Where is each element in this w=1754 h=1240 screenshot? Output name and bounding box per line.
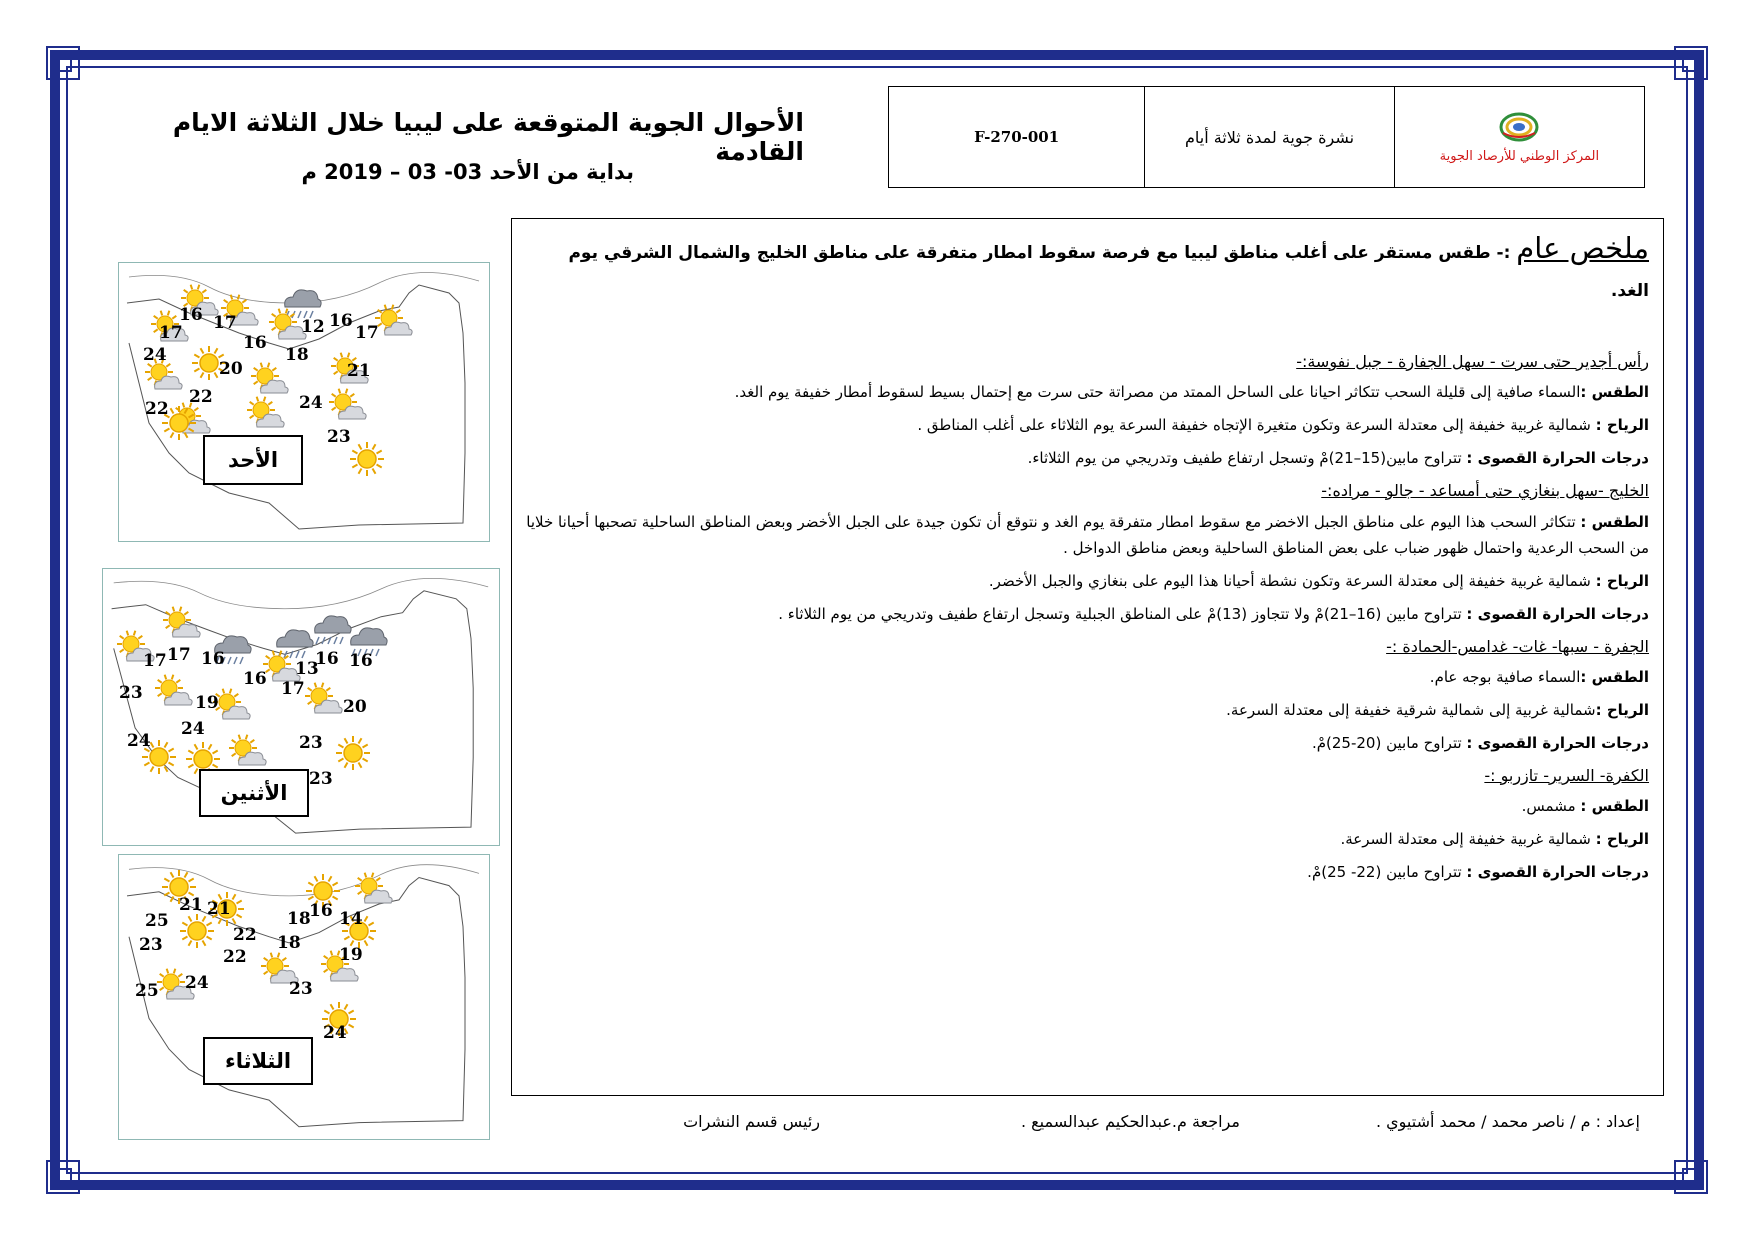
temperature-value: 22 xyxy=(223,947,247,967)
region-heading: رأس أجدير حتى سرت - سهل الجفارة - جبل نفوسة:- xyxy=(1296,352,1649,371)
temperature-value: 18 xyxy=(287,909,311,929)
temp-line xyxy=(526,727,1649,760)
temperature-value: 24 xyxy=(185,973,209,993)
temperature-value: 24 xyxy=(127,731,151,751)
organization-cell xyxy=(1394,87,1644,187)
temperature-value: 23 xyxy=(119,683,143,703)
weather-text: تتكاثر السحب هذا اليوم على مناطق الجبل الاخضر مع سقوط امطار متفرقة يوم الغد و نتوقع أن تكون جيدة على الجبل الأخضر وبعض المناطق الساحلية تصحبها أحيانا خلايا من السحب الرعدية واحتمال ظهور ضباب على بعض المناطق الساحلية وبعض مناطق الدواخل . xyxy=(526,513,1649,557)
temperature-value: 22 xyxy=(145,399,169,419)
weather-label: الطقس : xyxy=(1580,383,1649,401)
wind-text: شمالية غربية إلى شمالية شرقية خفيفة إلى معتدلة السرعة. xyxy=(1226,701,1596,719)
wind-line xyxy=(526,565,1649,598)
general-summary xyxy=(526,229,1649,310)
day-label: الثلاثاء xyxy=(203,1037,313,1085)
temperature-value: 21 xyxy=(347,361,371,381)
temp-label: درجات الحرارة القصوى : xyxy=(1466,605,1649,623)
weather-text: مشمس. xyxy=(1521,797,1581,815)
temp-label: درجات الحرارة القصوى : xyxy=(1466,863,1649,881)
wind-text: شمالية غربية خفيفة إلى معتدلة السرعة وتكون متغيرة الإتجاه خفيفة السرعة يوم الثلاثاء على أغلب المناطق . xyxy=(917,416,1596,434)
temperature-value: 16 xyxy=(309,901,333,921)
temp-text: تتراوح مابين (20-25)مْ. xyxy=(1311,734,1467,752)
weather-text: السماء صافية إلى قليلة السحب تتكاثر احيانا على الساحل الممتد من مصراتة حتى سرت مع إحتمال بسيط لسقوط أمطار خفيفة يوم الغد. xyxy=(734,383,1581,401)
temperature-value: 21 xyxy=(179,895,203,915)
organization-name: المركز الوطني للأرصاد الجوية xyxy=(1439,148,1600,164)
temperature-value: 17 xyxy=(159,323,183,343)
temperature-value: 19 xyxy=(195,693,219,713)
temperature-value: 17 xyxy=(355,323,379,343)
page-title: الأحوال الجوية المتوقعة على ليبيا خلال الثلاثة الايام القادمة xyxy=(172,108,804,166)
temperature-value: 17 xyxy=(167,645,191,665)
form-code: F-270-001 xyxy=(974,128,1060,146)
department-head: رئيس قسم النشرات xyxy=(683,1112,820,1131)
temperature-value: 16 xyxy=(243,669,267,689)
weather-text: السماء صافية بوجه عام. xyxy=(1429,668,1581,686)
temperature-value: 24 xyxy=(181,719,205,739)
summary-label: ملخص عام xyxy=(1516,231,1649,265)
wind-label: الرياح : xyxy=(1595,830,1649,848)
temp-line xyxy=(526,598,1649,631)
forecast-map-sunday xyxy=(118,262,490,542)
weather-line xyxy=(526,376,1649,409)
region-heading: الجفرة - سبها- غات- غدامس-الحمادة :- xyxy=(1386,637,1649,656)
temperature-value: 18 xyxy=(285,345,309,365)
temperature-value: 16 xyxy=(243,333,267,353)
temperature-value: 16 xyxy=(315,649,339,669)
region-heading: الخليج -سهل بنغازي حتى أمساعد - جالو - مراده:- xyxy=(1321,481,1649,500)
temperature-value: 22 xyxy=(233,925,257,945)
reviewed-by: مراجعة م.عبدالحكيم عبدالسميع . xyxy=(1020,1112,1240,1131)
temperature-value: 24 xyxy=(323,1023,347,1043)
temperature-value: 23 xyxy=(327,427,351,447)
temperature-value: 17 xyxy=(213,313,237,333)
temperature-value: 23 xyxy=(289,979,313,999)
temp-text: تتراوح مابين (22- 25)مْ. xyxy=(1307,863,1467,881)
weather-line xyxy=(526,661,1649,694)
forecast-map-monday xyxy=(102,568,500,846)
temperature-value: 23 xyxy=(309,769,333,789)
temp-label: درجات الحرارة القصوى : xyxy=(1466,734,1649,752)
temperature-value: 17 xyxy=(143,651,167,671)
temperature-value: 20 xyxy=(219,359,243,379)
temp-text: تتراوح مابين(15–21)مْ وتسجل ارتفاع طفيف وتدريجي من يوم الثلاثاء. xyxy=(1027,449,1467,467)
wind-line xyxy=(526,823,1649,856)
temperature-value: 23 xyxy=(139,935,163,955)
temperature-value: 20 xyxy=(343,697,367,717)
corner-ornament xyxy=(1674,1160,1708,1194)
corner-ornament xyxy=(46,46,80,80)
wind-text: شمالية غربية خفيفة إلى معتدلة السرعة. xyxy=(1340,830,1596,848)
weather-label: الطقس : xyxy=(1580,513,1649,531)
weather-line xyxy=(526,509,1649,561)
temperature-value: 13 xyxy=(295,659,319,679)
publication-name: نشرة جوية لمدة ثلاثة أيام xyxy=(1144,87,1393,187)
wind-text: شمالية غربية خفيفة إلى معتدلة السرعة وتكون نشطة أحيانا هذا اليوم على بنغازي والجبل الأخضر. xyxy=(988,572,1596,590)
forecast-content xyxy=(511,218,1664,1096)
corner-ornament xyxy=(46,1160,80,1194)
temperature-value: 19 xyxy=(339,945,363,965)
corner-ornament xyxy=(1674,46,1708,80)
temperature-value: 18 xyxy=(277,933,301,953)
wind-label: الرياح : xyxy=(1595,416,1649,434)
weather-line xyxy=(526,790,1649,823)
temp-line xyxy=(526,856,1649,889)
wind-line xyxy=(526,409,1649,442)
temperature-value: 16 xyxy=(201,649,225,669)
weather-label: الطقس : xyxy=(1580,668,1649,686)
organization-logo-icon xyxy=(1497,111,1541,143)
temp-text: تتراوح مابين (16–21)مْ ولا تتجاوز (13)مْ على المناطق الجبلية وتسجل ارتفاع طفيف وتدريجي من يوم الثلاثاء . xyxy=(778,605,1467,623)
temperature-value: 16 xyxy=(179,305,203,325)
wind-line xyxy=(526,694,1649,727)
temperature-value: 25 xyxy=(135,981,159,1001)
page-subtitle: بداية من الأحد 03- 03 – 2019 م xyxy=(301,160,634,184)
summary-text: :- طقس مستقر على أغلب مناطق ليبيا مع فرصة سقوط امطار متفرقة على مناطق الخليج والشمال الشرقي يوم الغد. xyxy=(568,243,1649,301)
wind-label: الرياح : xyxy=(1595,701,1649,719)
temperature-value: 24 xyxy=(299,393,323,413)
day-label: الأثنين xyxy=(199,769,309,817)
footer xyxy=(640,1112,1640,1142)
temperature-value: 25 xyxy=(145,911,169,931)
temperature-value: 16 xyxy=(329,311,353,331)
temperature-value: 22 xyxy=(189,387,213,407)
header-table xyxy=(888,86,1645,188)
temp-line xyxy=(526,442,1649,475)
temperature-value: 12 xyxy=(301,317,325,337)
temp-label: درجات الحرارة القصوى : xyxy=(1466,449,1649,467)
temperature-value: 23 xyxy=(299,733,323,753)
temperature-value: 14 xyxy=(339,909,363,929)
temperature-value: 17 xyxy=(281,679,305,699)
temperature-value: 21 xyxy=(207,899,231,919)
region-heading: الكفرة- السرير- تازربو :- xyxy=(1484,766,1649,785)
forecast-map-tuesday xyxy=(118,854,490,1140)
weather-label: الطقس : xyxy=(1580,797,1649,815)
temperature-value: 24 xyxy=(143,345,167,365)
temperature-value: 16 xyxy=(349,651,373,671)
wind-label: الرياح : xyxy=(1595,572,1649,590)
day-label: الأحد xyxy=(203,435,303,485)
prepared-by: إعداد : م / ناصر محمد / محمد أشتيوي . xyxy=(1375,1112,1640,1131)
